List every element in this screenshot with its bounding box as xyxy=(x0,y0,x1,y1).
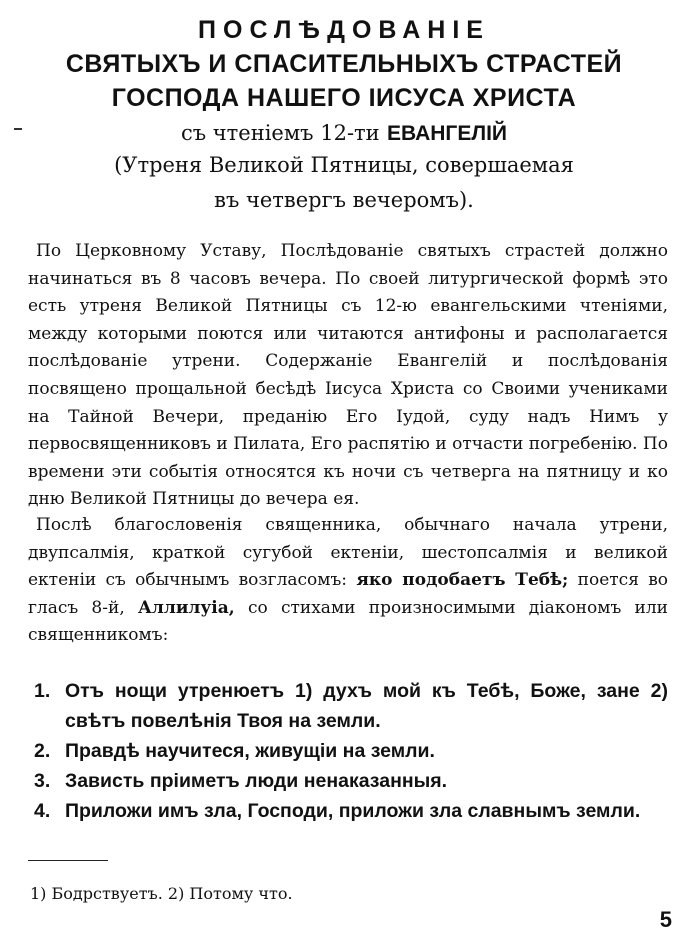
verse-number: 4. xyxy=(34,800,51,822)
body-paragraph-2 xyxy=(28,512,668,650)
verse-text: Отъ нощи утренюетъ 1) духъ мой къ Тебѣ, Боже, зане 2) свѣтъ повелѣнія Твоя на земли. xyxy=(65,680,668,732)
footnote: 1) Бодрствуетъ. 2) Потому что. xyxy=(30,884,293,903)
title-line-1: ПОСЛѢДОВАНІЕ xyxy=(198,16,490,44)
paragraph-2-bold-b: Аллилуіа, xyxy=(138,597,235,618)
paragraph-2-text-b: поется во гласъ 8-й, xyxy=(28,570,669,618)
verse-number: 3. xyxy=(34,770,51,792)
title-line-4-gospels: ЕВАНГЕЛІЙ xyxy=(386,122,508,145)
subtitle-line-1: (Утреня Великой Пятницы, совершаемая xyxy=(114,153,574,177)
verse-text: Приложи имъ зла, Господи, приложи зла славнымъ земли. xyxy=(65,800,641,822)
page-number: 5 xyxy=(659,907,672,932)
subtitle-line-2: въ четвергъ вечеромъ). xyxy=(214,188,474,212)
footnote-rule xyxy=(28,860,108,861)
title-line-3: ГОСПОДА НАШЕГО ІИСУСА ХРИСТА xyxy=(111,84,577,112)
verse-text: Зависть пріиметъ люди ненаказанныя. xyxy=(65,770,448,792)
verse-item xyxy=(28,676,668,736)
paragraph-2-text-a: Послѣ благословенія священника, обычнаго начала утрени, двупсалмія, краткой сугубой ектеніи, шестопсалмія и великой ектеніи съ обычнымъ возгласомъ: xyxy=(28,515,668,591)
verse-number: 1. xyxy=(34,680,51,702)
verse-number: 2. xyxy=(34,740,51,762)
paragraph-2-text-c: со стихами произносимыми діакономъ или священникомъ: xyxy=(28,597,668,646)
title-line-2: СВЯТЫХЪ И СПАСИТЕЛЬНЫХЪ СТРАСТЕЙ xyxy=(65,50,623,78)
verse-text: Правдѣ научитеся, живущіи на земли. xyxy=(65,740,435,762)
verse-item xyxy=(28,766,668,796)
title-line-4-lead: съ чтеніемъ 12-ти xyxy=(180,121,380,145)
title-line-4 xyxy=(0,120,688,146)
verse-item xyxy=(28,736,668,766)
verse-item xyxy=(28,796,668,826)
paragraph-2-bold-a: яко подобаетъ Тебѣ; xyxy=(356,570,569,591)
body-paragraph-1: По Церковному Уставу, Послѣдованіе святыхъ страстей должно начинаться въ 8 часовъ вечера. По своей литургической формѣ это есть утреня Великой Пятницы съ 12-ю евангельскими чтеніями, между которыми поются или читаются антифоны и располагается послѣдованіе утрени. Содержаніе Евангелій и послѣдованія посвящено прощальной бесѣдѣ Іисуса Христа со Своими учениками на Тайной Вечери, преданію Его Іудой, суду надъ Нимъ у первосвященниковъ и Пилата, Его распятію и отчасти погребенію. По времени эти событія относятся къ ночи съ четверга на пятницу и ко дню Великой Пятницы до вечера ея. xyxy=(28,241,668,510)
verse-list xyxy=(28,676,668,826)
